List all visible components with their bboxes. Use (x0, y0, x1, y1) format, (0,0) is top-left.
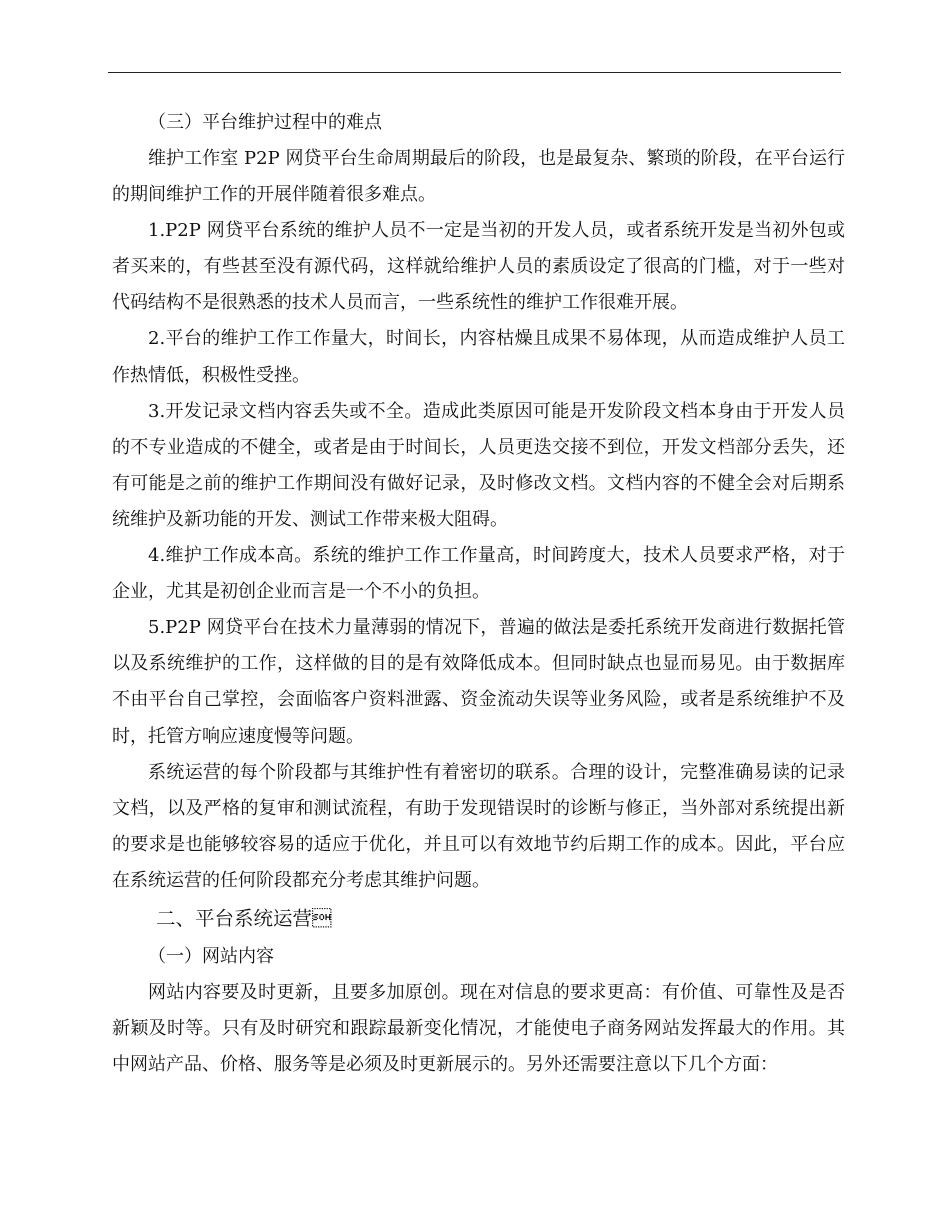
difficulty-5-paragraph: 5.P2P 网贷平台在技术力量薄弱的情况下，普遍的做法是委托系统开发商进行数据托管以及系统维护的工作，这样做的目的是有效降低成本。但同时缺点也显而易见。由于数据库不由平台自己掌控，会面临客户资料泄露、资金流动失误等业务风险，或者是系统维护不及时，托管方响应速度慢等问题。 (112, 617, 845, 747)
header-rule (108, 72, 841, 73)
intro-paragraph: 维护工作室 P2P 网贷平台生命周期最后的阶段，也是最复杂、繁琐的阶段，在平台运行的期间维护工作的开展伴随着很多难点。 (112, 148, 845, 206)
difficulty-4-paragraph: 4.维护工作成本高。系统的维护工作工作量高，时间跨度大，技术人员要求严格，对于企业，尤其是初创企业而言是一个不小的负担。 (112, 545, 845, 603)
section-3-heading: （三）平台维护过程中的难点 (148, 112, 382, 133)
difficulty-3-paragraph: 3.开发记录文档内容丢失或不全。造成此类原因可能是开发阶段文档本身由于开发人员的不专业造成的不健全，或者是由于时间长，人员更迭交接不到位，开发文档部分丢失，还有可能是之前的维护工作期间没有做好记录，及时修改文档。文档内容的不健全会对后期系统维护及新功能的开发、测试工作带来极大阻碍。 (112, 400, 845, 530)
difficulty-1-paragraph: 1.P2P 网贷平台系统的维护人员不一定是当初的开发人员，或者系统开发是当初外包或者买来的，有些甚至没有源代码，这样就给维护人员的素质设定了很高的门槛，对于一些对代码结构不是很熟悉的技术人员而言，一些系统性的维护工作很难开展。 (112, 220, 845, 314)
document-body (112, 105, 845, 1083)
website-content-paragraph: 网站内容要及时更新，且要多加原创。现在对信息的要求更高：有价值、可靠性及是否新颖及时等。只有及时研究和跟踪最新变化情况，才能使电子商务网站发挥最大的作用。其中网站产品、价格、服务等是必须及时更新展示的。另外还需要注意以下几个方面： (112, 981, 845, 1076)
summary-paragraph: 系统运营的每个阶段都与其维护性有着密切的联系。合理的设计，完整准确易读的记录文档，以及严格的复审和测试流程，有助于发现错误时的诊断与修正，当外部对系统提出新的要求是也能够较容易的适应于优化，并且可以有效地节约后期工作的成本。因此，平台应在系统运营的任何阶段都充分考虑其维护问题。 (112, 761, 845, 891)
difficulty-2-paragraph: 2.平台的维护工作工作量大，时间长，内容枯燥且成果不易体现，从而造成维护人员工作热情低，积极性受挫。 (112, 328, 845, 386)
part-2-heading: 二、平台系统运营 (156, 906, 332, 930)
section-1-heading: （一）网站内容 (148, 945, 274, 967)
